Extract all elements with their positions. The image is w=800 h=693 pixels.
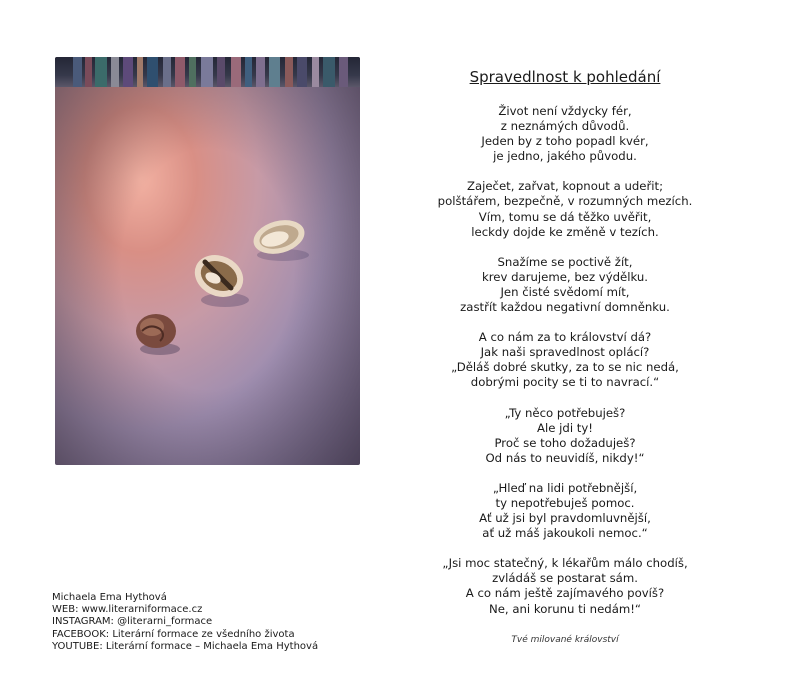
poem-line: Vím, tomu se dá těžko uvěřit, [478,209,652,224]
poem-line: Jak naši spravedlnost oplácí? [480,345,650,360]
poem-line: Ať už jsi byl pravdomluvnější, [479,511,651,526]
poem-signoff: Tvé milované království [511,634,619,645]
pistachio-photo [55,57,360,465]
poem-stanza [405,255,725,315]
pistachio-open-right-icon [245,215,315,265]
poem-stanza [405,104,725,164]
poem-line: ty nepotřebuješ pomoc. [495,495,635,510]
bookshelf-background [55,57,360,87]
poem-line: z neznámých důvodů. [500,119,630,134]
website-link[interactable]: WEB: www.literarniformace.cz [52,604,203,616]
poem-line: Život není vždycky fér, [498,104,632,118]
poem-line: je jedno, jakého původu. [493,149,637,164]
poem-stanza [405,481,725,541]
pistachio-kernel-icon [130,305,185,360]
poem-line: Zaječet, zařvat, kopnout a udeřit; [466,179,664,194]
poem-stanza [405,406,725,466]
poem-line: A co nám ještě zajímavého povíš? [465,586,665,601]
poem-stanza [405,330,725,390]
poem-line: Ale jdi ty! [537,420,593,435]
poem-line: „Jsi moc statečný, k lékařům málo chodíš, [442,556,688,571]
facebook-link[interactable]: FACEBOOK: Literární formace ze všedního života [52,628,295,640]
poem-line: polštářem, bezpečně, v rozumných mezích. [437,194,693,209]
poem-stanza [405,179,725,239]
author-name: Michaela Ema Hythová [52,592,167,603]
poem-line: Jen čisté svědomí mít, [500,284,630,299]
poem [405,68,725,648]
poem-line: A co nám za to království dá? [478,330,652,345]
poem-line: „Ty něco potřebuješ? [504,405,626,420]
pistachio-open-center-icon [185,242,255,312]
poem-line: „Hleď na lidi potřebnější, [492,480,638,495]
poem-line: zvládáš se postarat sám. [492,571,638,586]
poem-line: dobrými pocity se ti to navrací.“ [470,375,660,390]
poem-line: Ne, ani korunu ti nedám!“ [489,601,641,616]
poem-line: leckdy dojde ke změně v tezích. [471,224,659,239]
poem-title: Spravedlnost k pohledání [469,68,661,86]
instagram-link[interactable]: INSTAGRAM: @literarni_formace [52,616,213,628]
poem-stanza [405,556,725,616]
poem-line: zastřít každou negativní domněnku. [460,300,670,315]
author-credits [52,592,318,653]
poem-line: Proč se toho dožaduješ? [494,435,636,450]
poem-line: „Děláš dobré skutky, za to se nic nedá, [451,360,679,375]
youtube-link[interactable]: YOUTUBE: Literární formace – Michaela Ema Hythová [52,640,319,652]
poem-line: Od nás to neuvidíš, nikdy!“ [485,450,645,465]
poem-line: Snažíme se poctivě žít, [497,254,633,269]
poem-line: Jeden by z toho popadl kvér, [481,134,649,149]
poem-line: krev darujeme, bez výdělku. [481,269,649,284]
poem-line: ať už máš jakoukoli nemoc.“ [482,526,648,541]
